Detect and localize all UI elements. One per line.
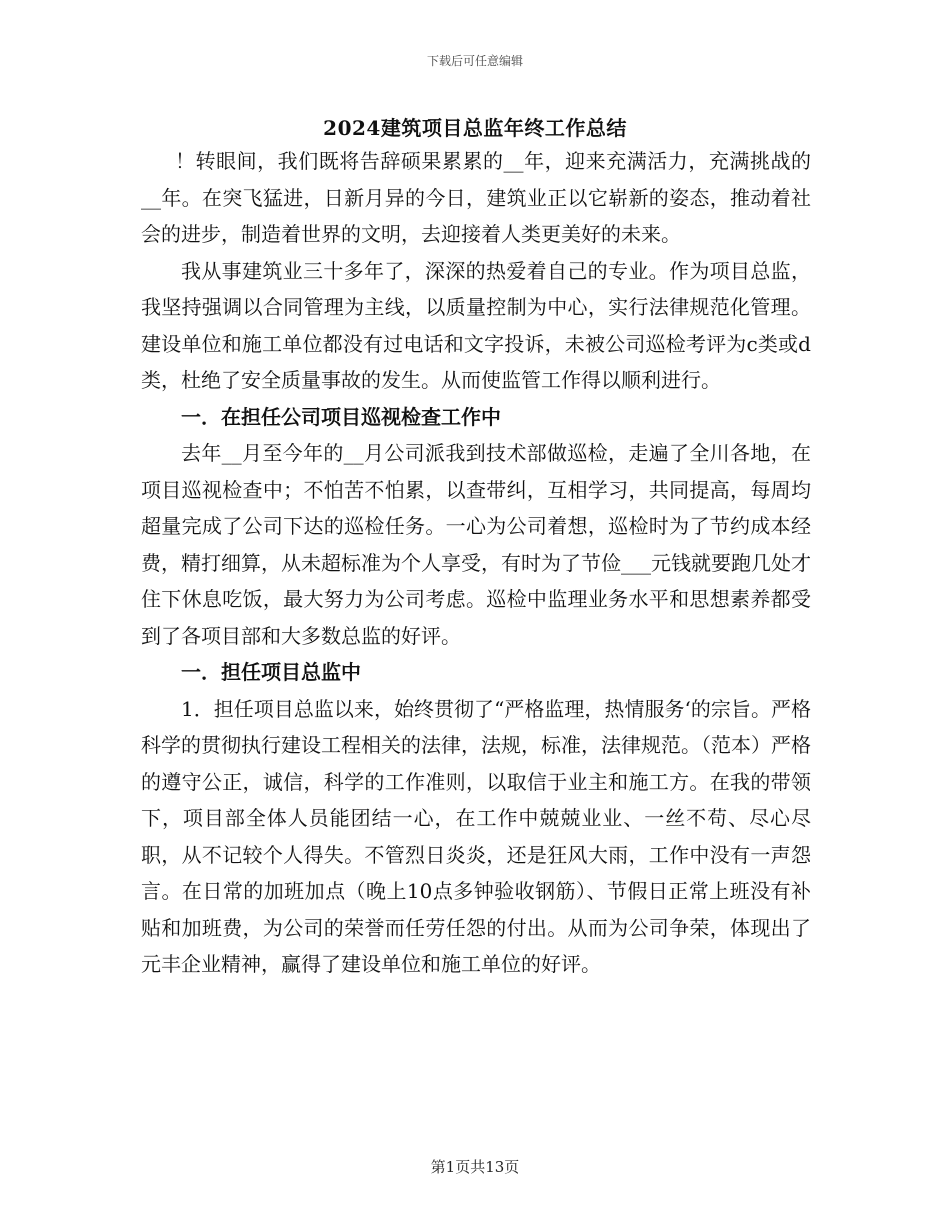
body-paragraph: 我从事建筑业三十多年了，深深的热爱着自己的专业。作为项目总监，我坚持强调以合同管理为主线，以质量控制为中心，实行法律规范化管理。建设单位和施工单位都没有过电话和文字投诉，未被公司巡检考评为c类或d类，杜绝了安全质量事故的发生。从而使监管工作得以顺利进行。	[141, 258, 811, 392]
section-heading: 一．担任项目总监中	[181, 660, 361, 684]
section-heading: 一．在担任公司项目巡视检查工作中	[181, 404, 501, 429]
section-paragraph: 去年__月至今年的__月公司派我到技术部做巡检，走遍了全川各地，在项目巡视检查中；不怕苦不怕累，以查带纠，互相学习，共同提高，每周均超量完成了公司下达的巡检任务。一心为公司着想，巡检时为了节约成本经费，精打细算，从未超标准为个人享受，有时为了节俭___元钱就要跑几处才住下休息吃饭，最大努力为公司考虑。巡检中监理业务水平和思想素养都受到了各项目部和大多数总监的好评。	[141, 441, 811, 648]
section-paragraph: 1．担任项目总监以来，始终贯彻了“严格监理，热情服务‘的宗旨。严格科学的贯彻执行建设工程相关的法律，法规，标准，法律规范。（范本）严格的遵守公正，诚信，科学的工作准则，以取信于业主和施工方。在我的带领下，项目部全体人员能团结一心，在工作中兢兢业业、一丝不苟、尽心尽职，从不记较个人得失。不管烈日炎炎，还是狂风大雨，工作中没有一声怨言。在日常的加班加点（晚上10点多钟验收钢筋）、节假日正常上班没有补贴和加班费，为公司的荣誉而任劳任怨的付出。从而为公司争荣，体现出了元丰企业精神，赢得了建设单位和施工单位的好评。	[141, 696, 811, 976]
page-header-note: 下载后可任意编辑	[426, 54, 523, 68]
page-number-footer: 第1页共13页	[430, 1158, 520, 1176]
document-body	[141, 143, 811, 983]
document-title: 2024建筑项目总监年终工作总结	[323, 116, 627, 140]
intro-paragraph: ！转眼间，我们既将告辞硕果累累的__年，迎来充满活力，充满挑战的__年。在突飞猛进，日新月异的今日，建筑业正以它崭新的姿态，推动着社会的进步，制造着世界的文明，去迎接着人类更美好的未来。	[141, 149, 811, 246]
